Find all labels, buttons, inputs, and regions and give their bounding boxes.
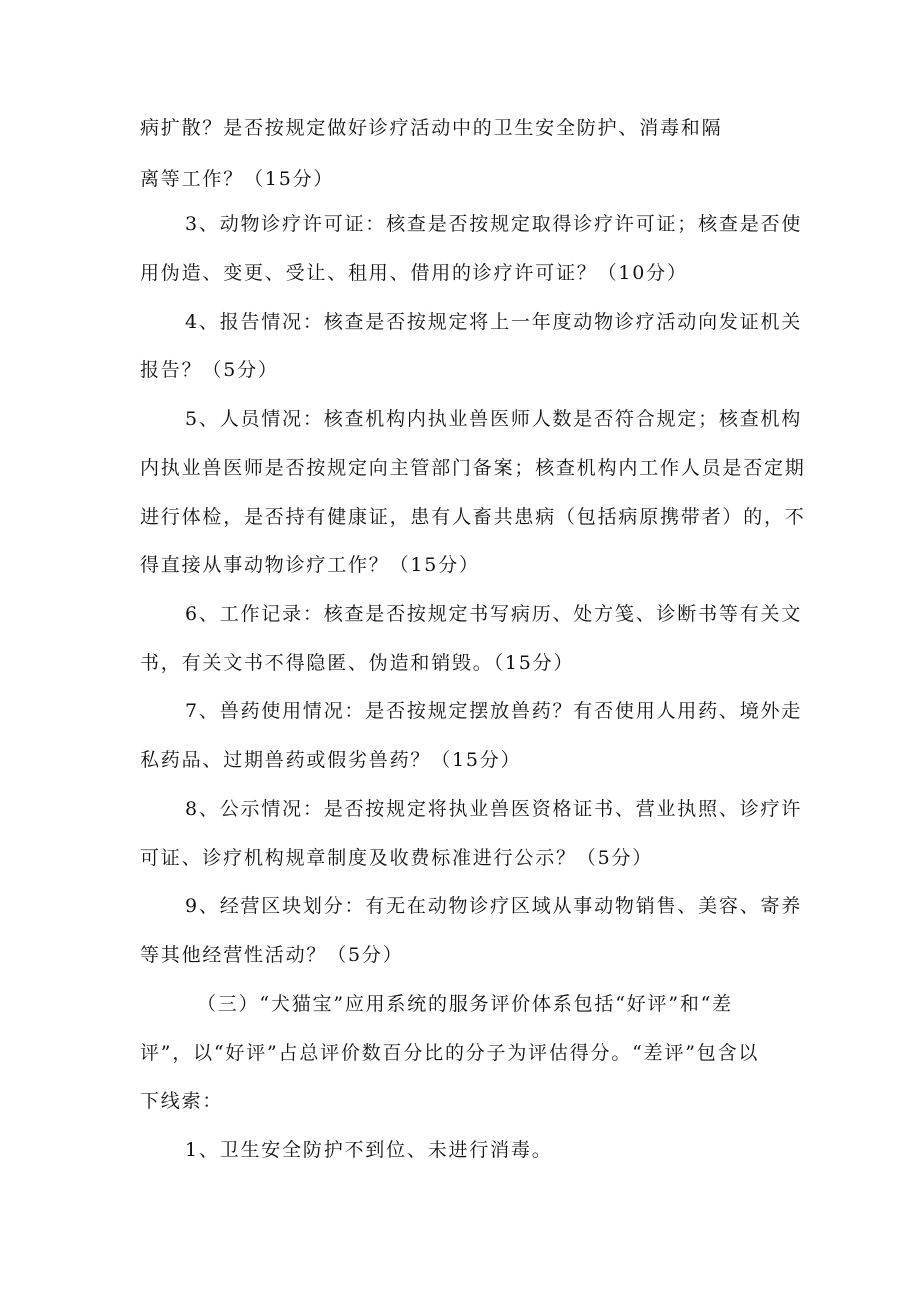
text-line: 评”，以“好评”占总评价数百分比的分子为评估得分。“差评”包含以 [140,1042,760,1064]
section-heading-line: （三）“犬猫宝”应用系统的服务评价体系包括“好评”和“差 [197,993,733,1015]
text-line: 书，有关文书不得隐匿、伪造和销毁。（15分） [140,652,575,674]
text-line: 病扩散？是否按规定做好诊疗活动中的卫生安全防护、消毒和隔 [140,117,723,139]
text-line: 6、工作记录：核查是否按规定书写病历、处方笺、诊断书等有关文 [185,603,803,625]
text-line: 离等工作？（15分） [140,168,335,190]
text-line: 等其他经营性活动？（5分） [140,944,404,966]
text-line: 内执业兽医师是否按规定向主管部门备案；核查机构内工作人员是否定期 [140,457,806,479]
text-line: 私药品、过期兽药或假劣兽药？（15分） [140,749,522,771]
text-line: 下线索： [140,1090,224,1112]
text-line: 4、报告情况：核查是否按规定将上一年度动物诊疗活动向发证机关 [185,311,803,333]
text-line: 5、人员情况：核查机构内执业兽医师人数是否符合规定；核查机构 [185,408,803,430]
text-line: 报告？（5分） [140,359,279,381]
text-line: 9、经营区块划分：有无在动物诊疗区域从事动物销售、美容、寄养 [185,895,803,917]
text-line: 得直接从事动物诊疗工作？（15分） [140,554,480,576]
text-line: 1、卫生安全防护不到位、未进行消毒。 [185,1139,553,1161]
text-line: 可证、诊疗机构规章制度及收费标准进行公示？（5分） [140,847,654,869]
text-line: 7、兽药使用情况：是否按规定摆放兽药？有否使用人用药、境外走 [185,700,803,722]
text-line: 3、动物诊疗许可证：核查是否按规定取得诊疗许可证；核查是否使 [185,213,803,235]
text-line: 进行体检，是否持有健康证，患有人畜共患病（包括病原携带者）的，不 [140,506,806,528]
text-line: 用伪造、变更、受让、租用、借用的诊疗许可证？（10分） [140,262,688,284]
text-line: 8、公示情况：是否按规定将执业兽医资格证书、营业执照、诊疗许 [185,798,803,820]
